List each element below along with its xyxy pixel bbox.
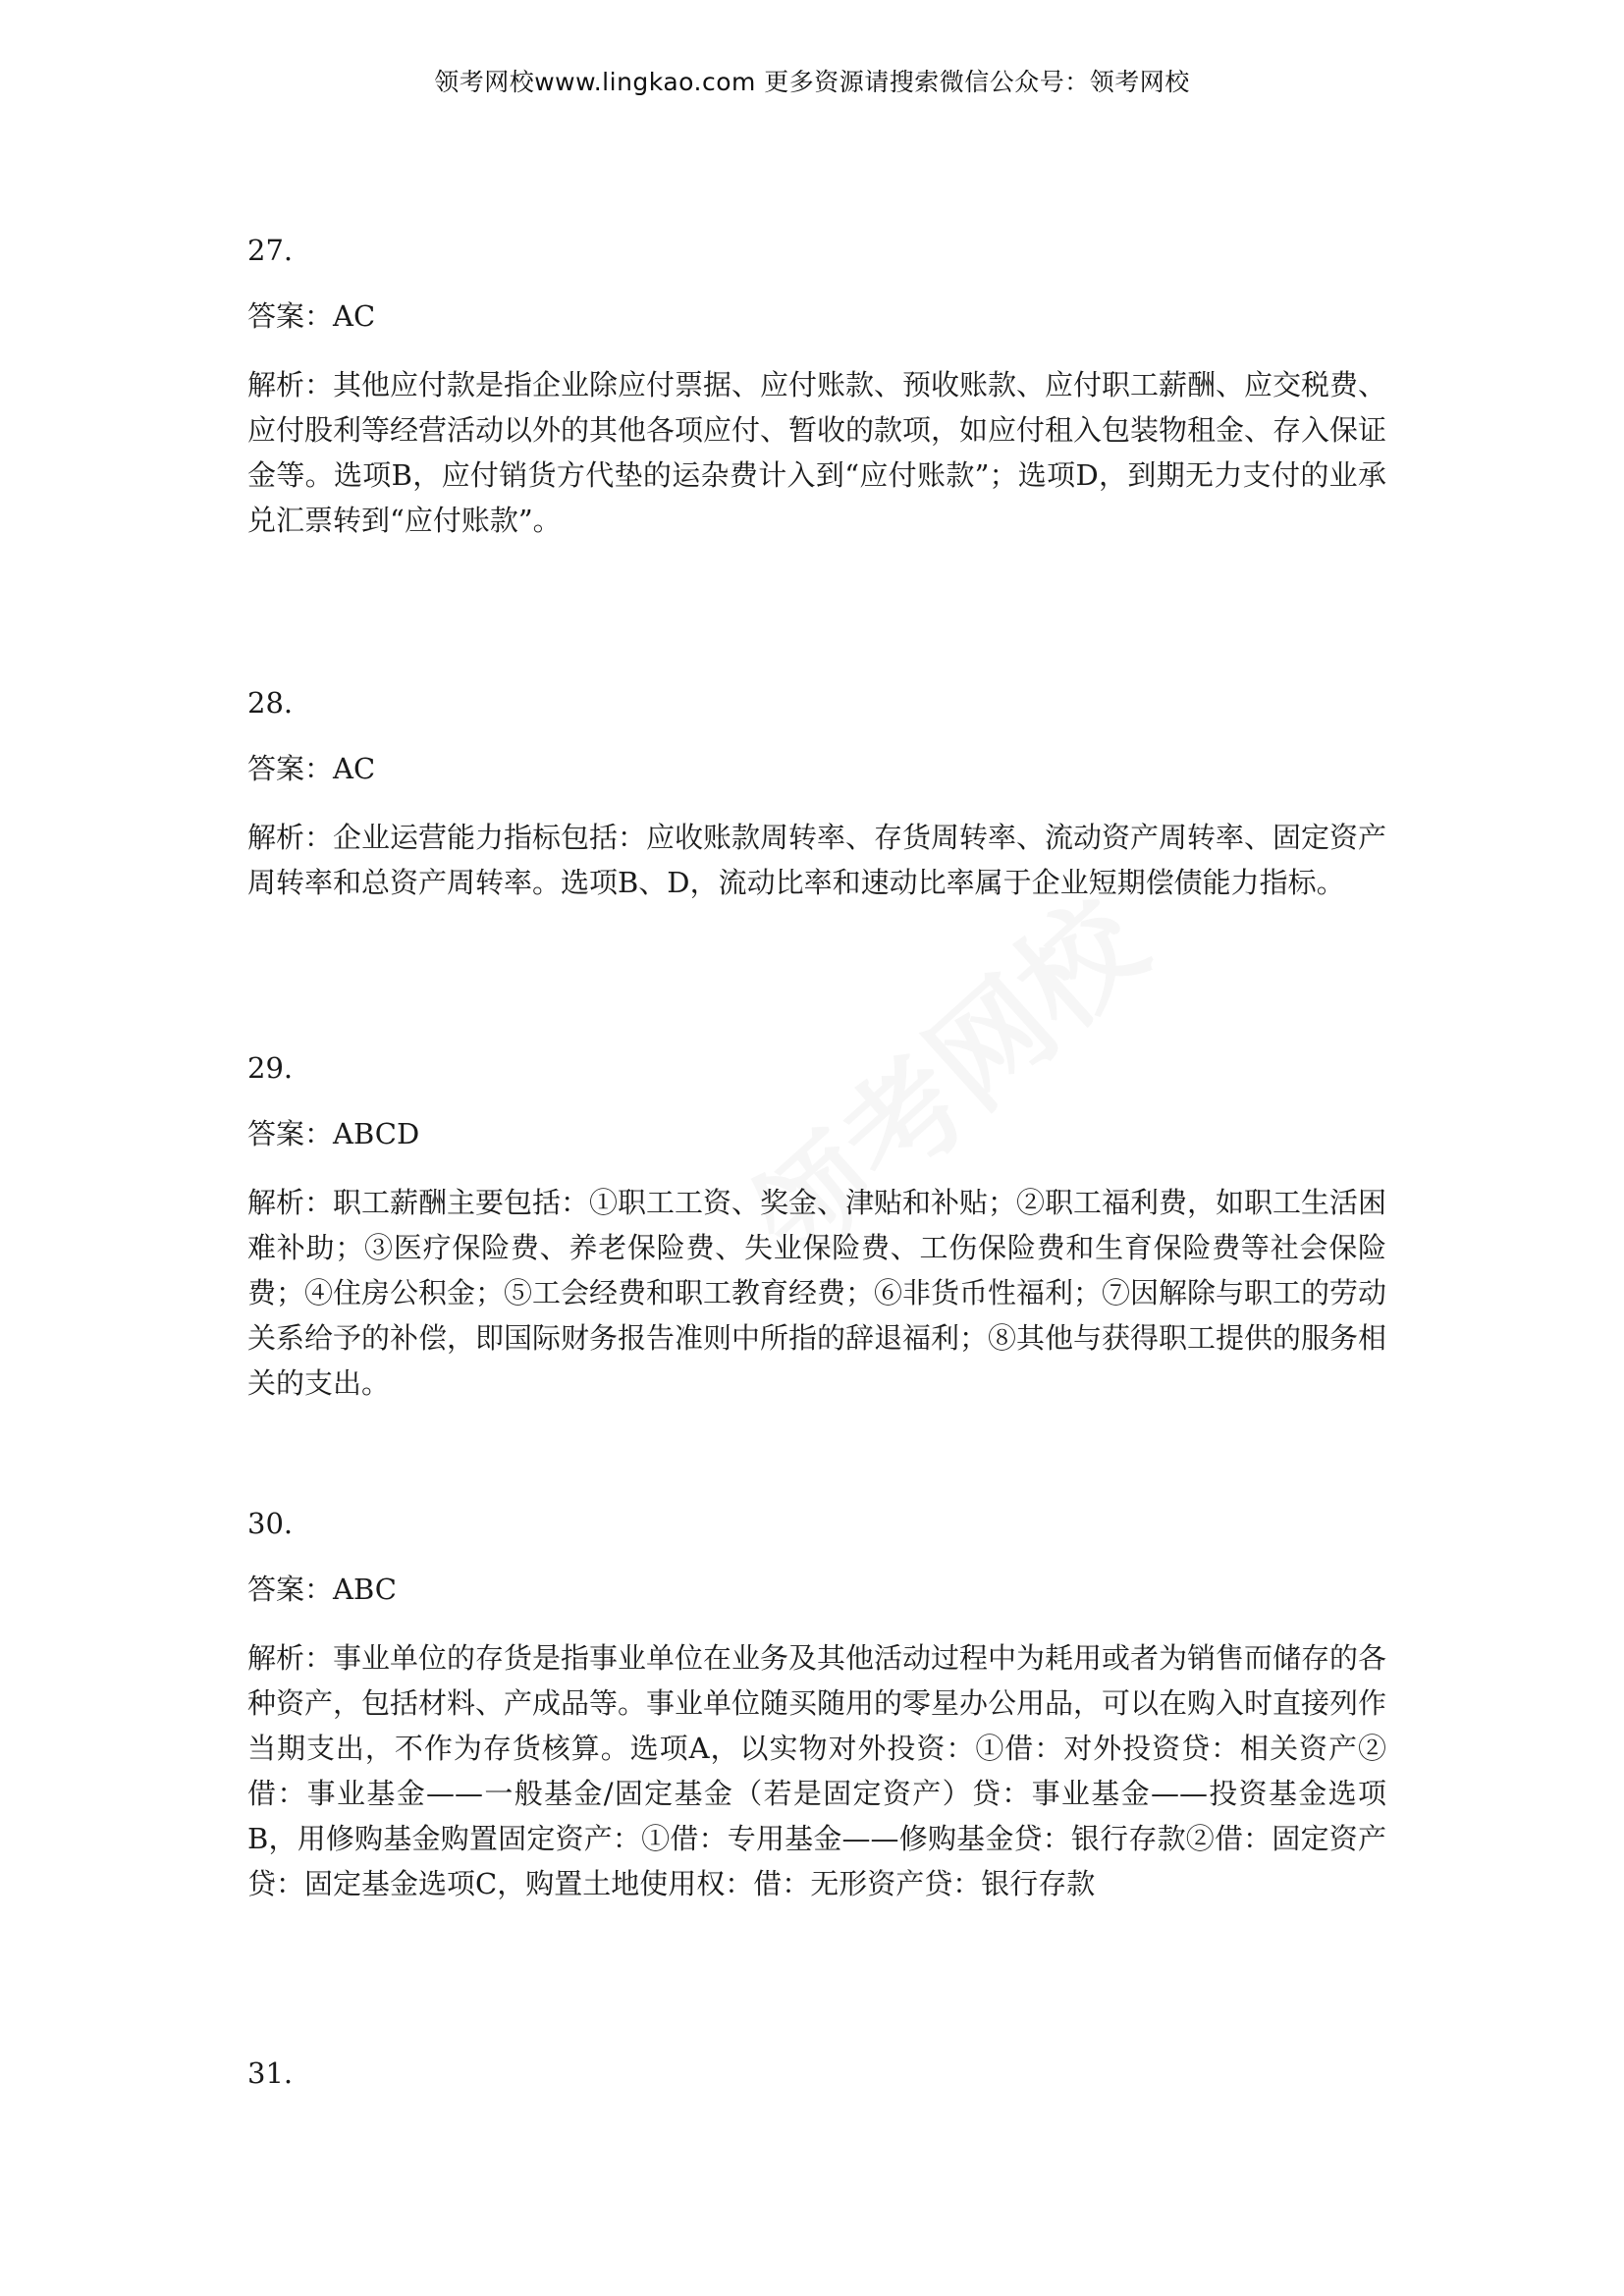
entry-answer: 答案：ABCD	[247, 1117, 420, 1150]
entry-number: 30.	[247, 1507, 294, 1540]
entry-29	[247, 1048, 1386, 1406]
entry-analysis: 解析：企业运营能力指标包括：应收账款周转率、存货周转率、流动资产周转率、固定资产周转率和总资产周转率。选项B、D，流动比率和速动比率属于企业短期偿债能力指标。	[247, 821, 1387, 899]
entry-answer: 答案：AC	[247, 299, 376, 333]
entry-number: 28.	[247, 686, 294, 720]
entry-number: 27.	[247, 234, 294, 267]
entry-answer: 答案：AC	[247, 752, 376, 785]
entry-27	[247, 231, 1386, 543]
entry-analysis: 解析：其他应付款是指企业除应付票据、应付账款、预收账款、应付职工薪酬、应交税费、应付股利等经营活动以外的其他各项应付、暂收的款项，如应付租入包装物租金、存入保证金等。选项B，应付销货方代垫的运杂费计入到“应付账款”；选项D，到期无力支付的业承兑汇票转到“应付账款”。	[247, 368, 1387, 537]
entry-28	[247, 683, 1386, 905]
page-header: 领考网校www.lingkao.com 更多资源请搜索微信公众号：领考网校	[434, 68, 1190, 96]
entry-number: 29.	[247, 1051, 294, 1085]
entry-number: 31.	[247, 2056, 294, 2090]
entry-analysis: 解析：事业单位的存货是指事业单位在业务及其他活动过程中为耗用或者为销售而储存的各种资产，包括材料、产成品等。事业单位随买随用的零星办公用品，可以在购入时直接列作当期支出，不作为存货核算。选项A，以实物对外投资：①借：对外投资贷：相关资产②借：事业基金——一般基金/固定基金（若是固定资产）贷：事业基金——投资基金选项B，用修购基金购置固定资产：①借：专用基金——修购基金贷：银行存款②借：固定资产贷：固定基金选项C，购置土地使用权：借：无形资产贷：银行存款	[247, 1641, 1387, 1900]
entry-30	[247, 1504, 1386, 1906]
entry-answer: 答案：ABC	[247, 1573, 397, 1606]
entry-31	[247, 2054, 1386, 2093]
entry-analysis: 解析：职工薪酬主要包括：①职工工资、奖金、津贴和补贴；②职工福利费，如职工生活困难补助；③医疗保险费、养老保险费、失业保险费、工伤保险费和生育保险费等社会保险费；④住房公积金；⑤工会经费和职工教育经费；⑥非货币性福利；⑦因解除与职工的劳动关系给予的补偿，即国际财务报告准则中所指的辞退福利；⑧其他与获得职工提供的服务相关的支出。	[247, 1186, 1387, 1400]
